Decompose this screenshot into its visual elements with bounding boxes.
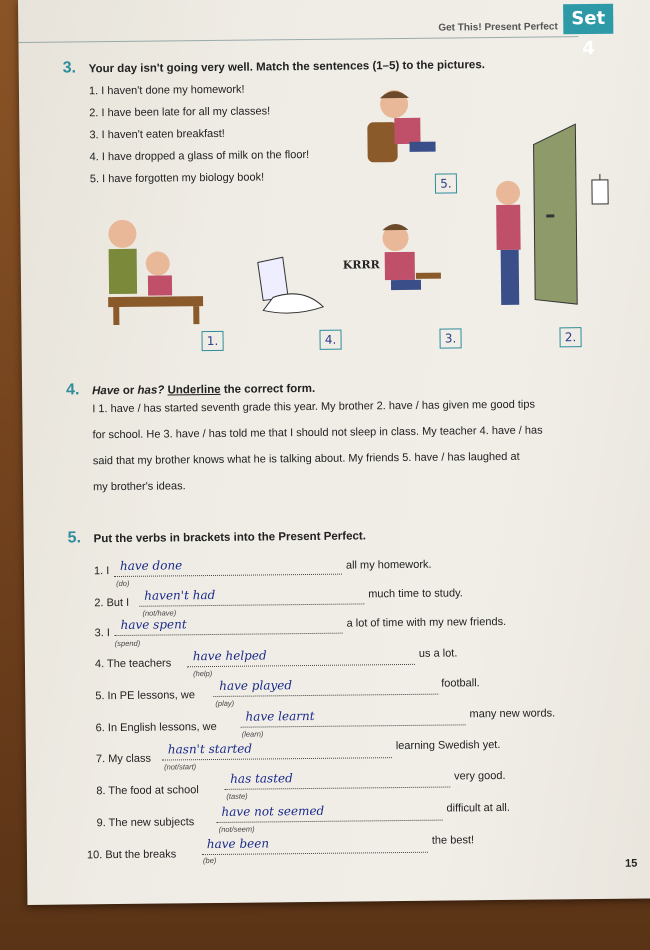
exercise-5-number: 5. — [67, 529, 82, 547]
exercise-3-instruction: Your day isn't going very well. Match the sentences (1–5) to the pictures. — [88, 59, 485, 76]
boy-backpack-illustration — [349, 83, 450, 174]
late-boy-illustration — [478, 173, 534, 314]
answer-box-picture-5[interactable]: 5. — [435, 173, 457, 193]
ex5-item-tail: the best! — [431, 834, 475, 847]
ex5-item-lead: 4. The teachers — [94, 657, 172, 671]
answer-box-picture-2[interactable]: 4. — [319, 330, 341, 350]
ex3-sentence-5: 5. I have forgotten my biology book! — [89, 171, 265, 186]
ex5-item-tail: football. — [441, 677, 480, 690]
ex5-item-tail: us a lot. — [418, 647, 458, 660]
instr-or: or — [122, 384, 135, 397]
ex5-handwritten-answer: have helped — [192, 648, 267, 664]
exercise-4-instruction — [92, 383, 315, 397]
ex5-hint: (play) — [215, 698, 235, 708]
ex5-item-lead: 9. The new subjects — [96, 816, 195, 830]
door-illustration — [525, 114, 587, 315]
ex5-item-tail: many new words. — [469, 707, 556, 721]
ex5-hint: (learn) — [241, 729, 264, 739]
spilled-milk-illustration — [243, 252, 334, 323]
ex5-hint: (be) — [202, 855, 217, 866]
answer-box-picture-3[interactable]: 3. — [439, 328, 461, 348]
ex5-hint: (help) — [193, 669, 213, 679]
header-title: Get This! Present Perfect — [438, 21, 558, 34]
ex5-item-tail: difficult at all. — [446, 801, 510, 815]
ex5-item-lead: 8. The food at school — [96, 784, 199, 798]
ex5-item-lead: 2. But I — [94, 596, 130, 610]
ex5-item-lead: 3. I — [94, 627, 110, 640]
ex5-item-lead: 5. In PE lessons, we — [95, 689, 196, 703]
ex5-handwritten-answer: has tasted — [230, 771, 293, 786]
answer-box-picture-1[interactable]: 1. — [201, 331, 223, 351]
ex4-line-4: my brother's ideas. — [93, 480, 186, 494]
ex4-line-2: for school. He 3. have / has told me that I should not sleep in class. My teacher 4. have / has — [92, 424, 543, 442]
header-rule — [18, 36, 578, 43]
instr-rest: the correct form. — [223, 382, 316, 396]
ex5-item-tail: learning Swedish yet. — [395, 738, 501, 753]
ex5-handwritten-answer: have been — [206, 836, 270, 852]
ex5-item-tail: very good. — [454, 769, 506, 783]
ex5-handwritten-answer: have done — [119, 558, 183, 573]
ex5-hint: (not/have) — [142, 608, 177, 618]
instr-underline: Underline — [167, 383, 221, 397]
exercise-3-number: 3. — [62, 59, 77, 77]
page-number: 15 — [625, 857, 638, 870]
exercise-5-instruction: Put the verbs in brackets into the Present Perfect. — [93, 530, 366, 546]
ex5-item-lead: 7. My class — [95, 752, 152, 766]
ex3-sentence-4: 4. I have dropped a glass of milk on the floor! — [89, 148, 310, 164]
ex5-item-lead: 10. But the breaks — [86, 848, 177, 862]
sign-illustration — [590, 174, 610, 206]
ex5-handwritten-answer: haven't had — [144, 587, 216, 603]
ex5-hint: (not/seem) — [218, 824, 255, 834]
set-badge: Set 4 — [563, 4, 613, 35]
answer-box-picture-4[interactable]: 2. — [559, 327, 581, 347]
ex5-hint: (not/start) — [163, 762, 197, 772]
ex5-handwritten-answer: have played — [219, 678, 293, 693]
ex3-sentence-1: 1. I haven't done my homework! — [88, 83, 245, 98]
ex5-item-tail: all my homework. — [345, 558, 432, 572]
ex5-hint: (taste) — [226, 791, 248, 801]
ex5-handwritten-answer: have spent — [120, 617, 187, 632]
sound-effect-text: KRRR — [342, 258, 380, 272]
ex4-line-3: said that my brother knows what he is talking about. My friends 5. have / has laughed at — [92, 450, 520, 468]
instr-has: has? — [137, 384, 165, 397]
ex3-sentence-3: 3. I haven't eaten breakfast! — [89, 127, 225, 142]
ex5-hint: (do) — [116, 578, 130, 589]
hungry-boy-illustration — [370, 217, 451, 318]
ex4-line-1: I 1. have / has started seventh grade this year. My brother 2. have / has given me good tips — [92, 398, 536, 416]
workbook-page — [18, 0, 650, 905]
exercise-4-number: 4. — [65, 381, 80, 399]
ex5-handwritten-answer: have learnt — [245, 708, 315, 724]
ex5-handwritten-answer: hasn't started — [167, 741, 253, 757]
ex5-item-lead: 1. I — [93, 565, 110, 578]
ex5-item-tail: much time to study. — [368, 587, 463, 601]
ex5-handwritten-answer: have not seemed — [221, 803, 325, 819]
ex5-item-tail: a lot of time with my new friends. — [346, 615, 507, 630]
ex5-item-lead: 6. In English lessons, we — [95, 720, 217, 735]
teacher-student-illustration — [92, 208, 203, 329]
instr-have: Have — [92, 384, 120, 398]
ex5-hint: (spend) — [114, 638, 141, 649]
ex3-sentence-2: 2. I have been late for all my classes! — [89, 105, 271, 120]
